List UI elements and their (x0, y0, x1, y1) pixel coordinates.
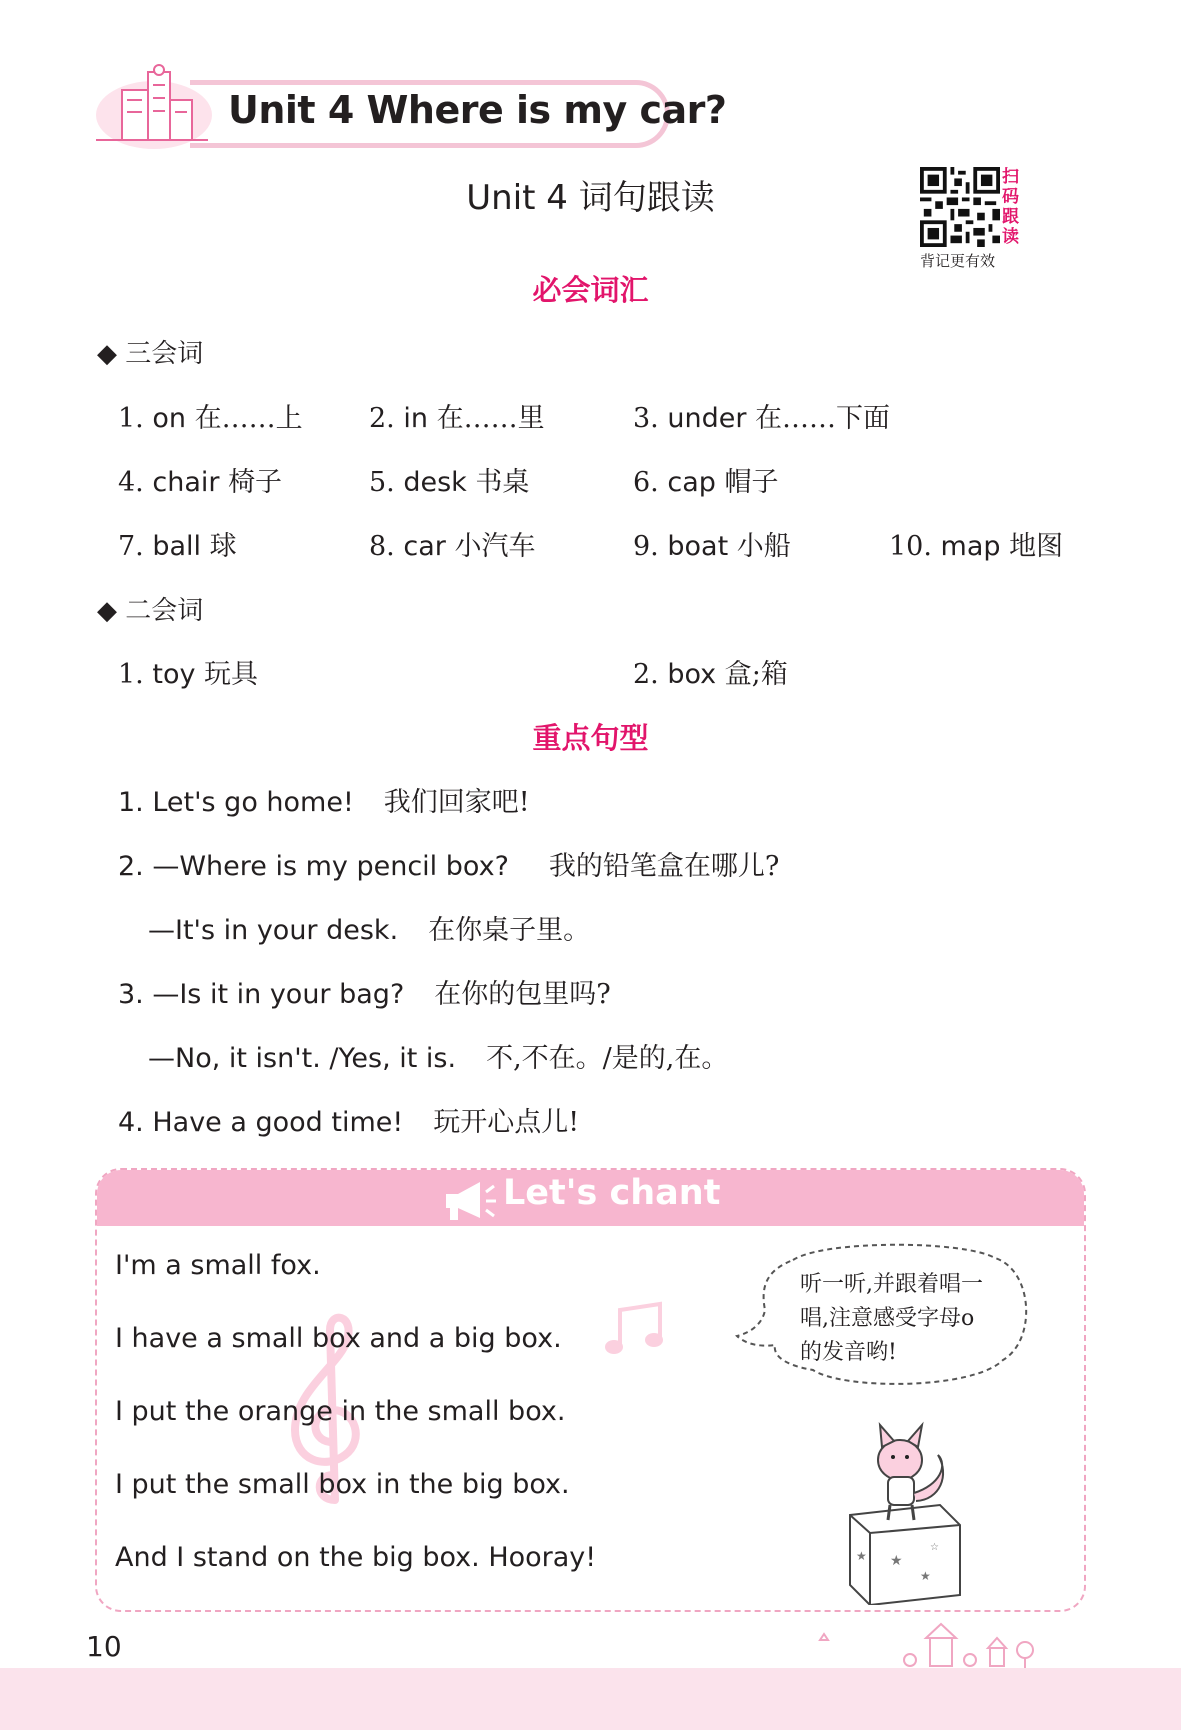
vocab-item: 9. boat 小船 (633, 531, 791, 562)
chant-line: I put the small box in the big box. (115, 1469, 570, 1500)
chant-line: And I stand on the big box. Hooray! (115, 1542, 597, 1573)
megaphone-icon (438, 1178, 498, 1224)
page-number: 10 (86, 1630, 122, 1663)
music-note-icon (600, 1300, 670, 1360)
bubble-line: 的发音哟! (800, 1340, 897, 1365)
bubble-line: 听一听,并跟着唱一 (800, 1272, 983, 1297)
vocab-item: 2. in 在……里 (369, 403, 545, 434)
chant-line: I put the orange in the small box. (115, 1396, 566, 1427)
fox-on-box-illustration (830, 1405, 980, 1605)
chant-line: I have a small box and a big box. (115, 1323, 562, 1354)
buildings-icon (92, 60, 212, 150)
vocab-item: 1. toy 玩具 (118, 659, 259, 690)
sentences-section-title: 重点句型 (532, 721, 649, 755)
vocab-item: 8. car 小汽车 (369, 531, 536, 562)
svg-text:☆: ☆ (930, 1542, 939, 1553)
qr-code-icon[interactable] (920, 167, 1000, 247)
bubble-text (800, 1268, 1030, 1370)
sentence-line: —No, it isn't. /Yes, it is. 不,不在。/是的,在。 (148, 1043, 729, 1074)
chant-line: I'm a small fox. (115, 1250, 321, 1281)
vocab-item: 1. on 在……上 (118, 403, 303, 434)
vocab-item: 7. ball 球 (118, 531, 237, 562)
unit-title: Unit 4 Where is my car? (228, 88, 727, 132)
sentence-line: 4. Have a good time! 玩开心点儿! (118, 1107, 580, 1138)
bubble-line: 唱,注意感受字母o (800, 1306, 975, 1331)
sentence-line: —It's in your desk. 在你桌子里。 (148, 915, 591, 946)
vocab-item: 6. cap 帽子 (633, 467, 779, 498)
three-skill-label: ◆ 三会词 (97, 339, 204, 369)
two-skill-label: ◆ 二会词 (97, 596, 204, 626)
qr-caption: 背记更有效 (920, 252, 996, 270)
svg-text:★: ★ (920, 1569, 931, 1583)
vocab-item: 3. under 在……下面 (633, 403, 891, 434)
footer-strip (0, 1668, 1181, 1730)
vocab-item: 5. desk 书桌 (369, 467, 530, 498)
town-decoration-icon (810, 1620, 1070, 1670)
vocab-item: 2. box 盒;箱 (633, 659, 788, 690)
svg-text:★: ★ (856, 1549, 867, 1563)
svg-text:★: ★ (890, 1553, 903, 1569)
vocab-section-title: 必会词汇 (532, 273, 649, 307)
sentence-line: 3. —Is it in your bag? 在你的包里吗? (118, 979, 611, 1010)
vocab-item: 10. map 地图 (889, 531, 1064, 562)
sentence-line: 2. —Where is my pencil box? 我的铅笔盒在哪儿? (118, 851, 780, 882)
page-heading: Unit 4 词句跟读 (466, 178, 715, 218)
qr-side-label: 扫码跟读 (1002, 167, 1019, 247)
sentence-line: 1. Let's go home! 我们回家吧! (118, 787, 530, 818)
vocab-item: 4. chair 椅子 (118, 467, 283, 498)
chant-title: Let's chant (503, 1173, 721, 1213)
